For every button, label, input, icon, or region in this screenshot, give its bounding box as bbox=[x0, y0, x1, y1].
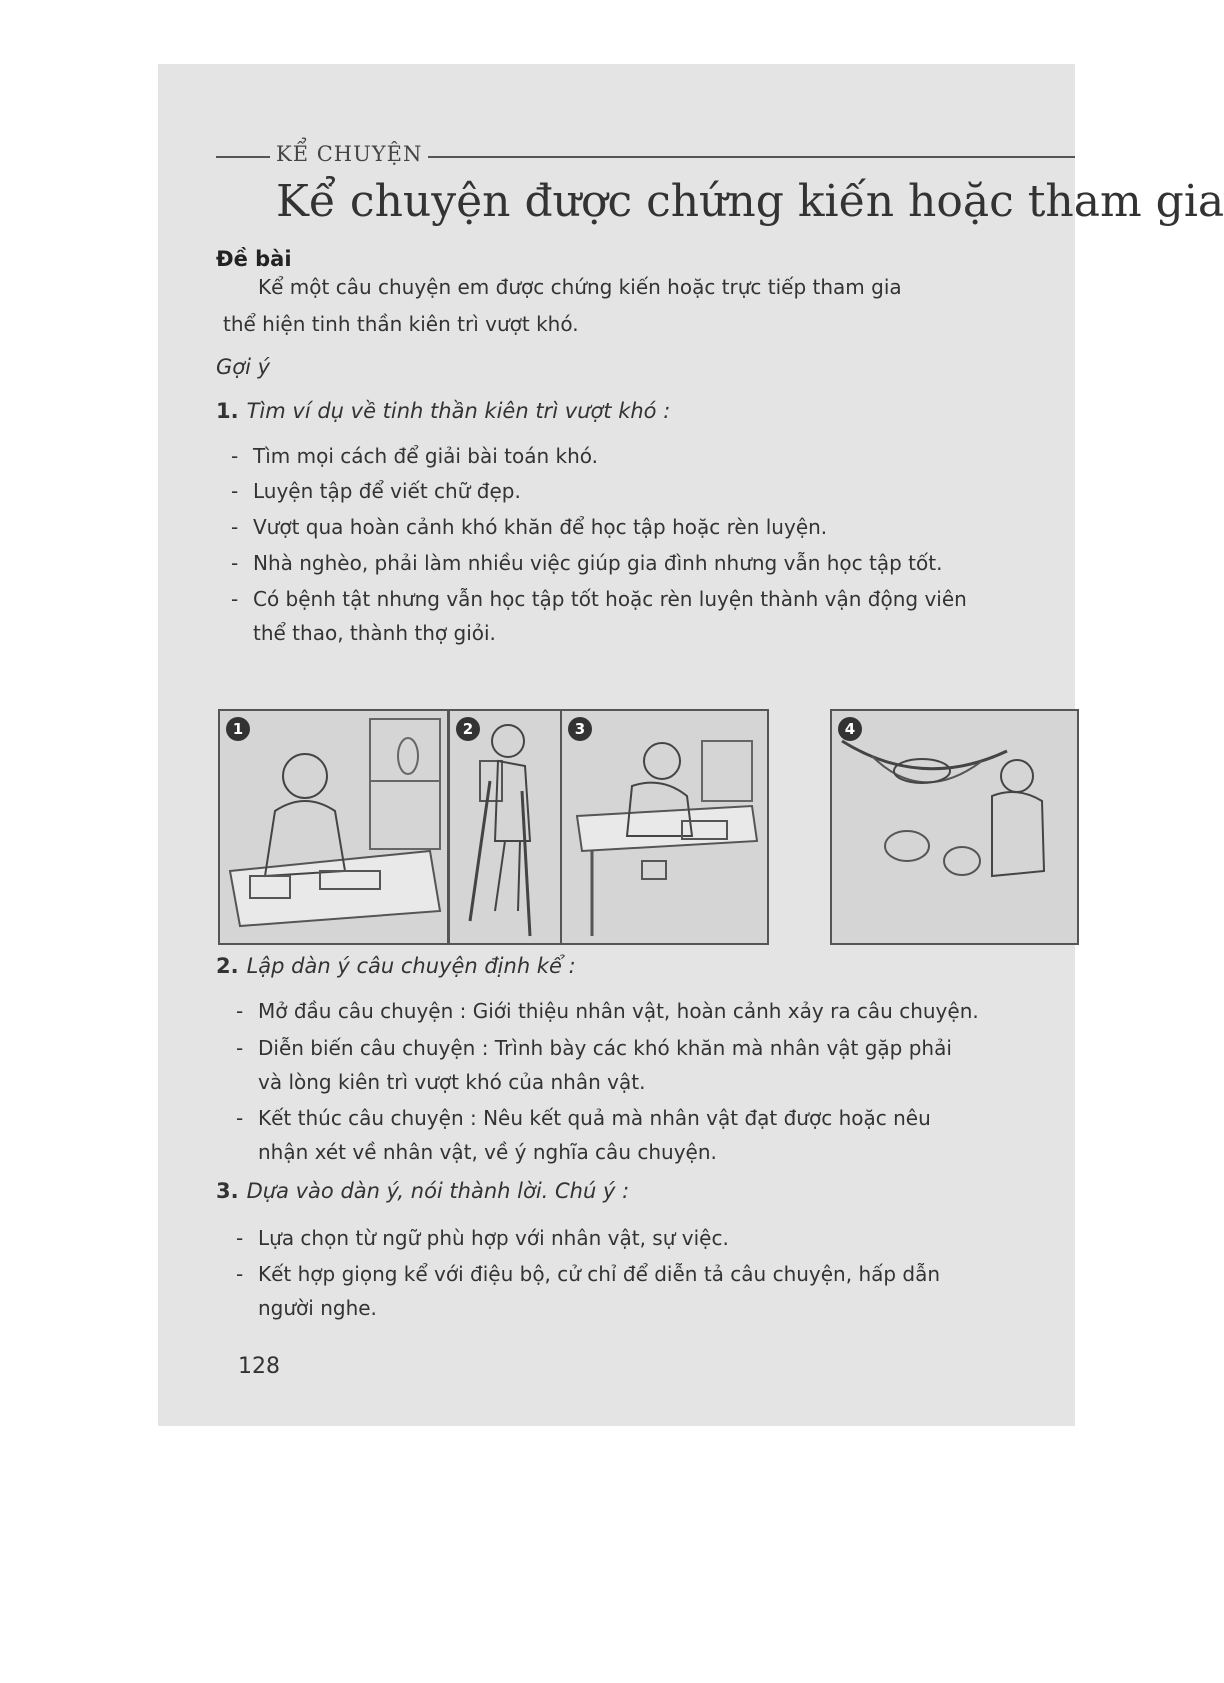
hint-item-3-number: 3. bbox=[216, 1179, 239, 1203]
hint-3-bullet-1: - Lựa chọn từ ngữ phù hợp với nhân vật, sự việc. bbox=[258, 1226, 729, 1250]
illustration-1 bbox=[218, 709, 449, 945]
hint-item-3-label: Dựa vào dàn ý, nói thành lời. Chú ý : bbox=[246, 1179, 630, 1203]
girl-caring-for-sibling-drawing bbox=[832, 711, 1077, 943]
hint-item-1 bbox=[216, 399, 670, 423]
hint-item-2-label: Lập dàn ý câu chuyện định kể : bbox=[246, 954, 576, 978]
hint-item-1-label: Tìm ví dụ về tinh thần kiên trì vượt khó : bbox=[246, 399, 671, 423]
illustration-4 bbox=[830, 709, 1079, 945]
section-label: KỂ CHUYỆN bbox=[270, 142, 428, 166]
goi-y-heading: Gợi ý bbox=[216, 355, 271, 379]
textbook-page bbox=[158, 64, 1224, 1426]
hint-2-bullet-3: - Kết thúc câu chuyện : Nêu kết quả mà nhân vật đạt được hoặc nêu bbox=[258, 1106, 931, 1130]
hint-2-bullet-3-cont: nhận xét về nhân vật, về ý nghĩa câu chuyện. bbox=[258, 1140, 717, 1164]
hint-1-bullet-5: - Có bệnh tật nhưng vẫn học tập tốt hoặc rèn luyện thành vận động viên bbox=[253, 587, 967, 611]
hint-1-bullet-5-cont: thể thao, thành thợ giỏi. bbox=[253, 621, 496, 645]
hint-item-2-number: 2. bbox=[216, 954, 239, 978]
hint-1-bullet-2: - Luyện tập để viết chữ đẹp. bbox=[253, 479, 521, 503]
girl-studying-drawing bbox=[220, 711, 447, 943]
hint-3-bullet-2-cont: người nghe. bbox=[258, 1296, 377, 1320]
illustration-3 bbox=[560, 709, 769, 945]
illustration-number: 4 bbox=[838, 717, 862, 741]
hint-item-2 bbox=[216, 954, 576, 978]
de-bai-line-1: Kể một câu chuyện em được chứng kiến hoặc trực tiếp tham gia bbox=[258, 275, 902, 299]
hint-1-bullet-4: - Nhà nghèo, phải làm nhiều việc giúp gia đình nhưng vẫn học tập tốt. bbox=[253, 551, 942, 575]
page-number: 128 bbox=[238, 1354, 280, 1379]
lesson-title: Kể chuyện được chứng kiến hoặc tham gia bbox=[276, 176, 1224, 227]
boy-writing-at-desk-drawing bbox=[562, 711, 767, 943]
illustration-number: 3 bbox=[568, 717, 592, 741]
hint-1-bullet-3: - Vượt qua hoàn cảnh khó khăn để học tập hoặc rèn luyện. bbox=[253, 515, 827, 539]
illustration-2 bbox=[448, 709, 562, 945]
illustration-strip bbox=[218, 709, 1075, 941]
hint-2-bullet-1: - Mở đầu câu chuyện : Giới thiệu nhân vật, hoàn cảnh xảy ra câu chuyện. bbox=[258, 999, 979, 1023]
hint-2-bullet-2: - Diễn biến câu chuyện : Trình bày các khó khăn mà nhân vật gặp phải bbox=[258, 1036, 952, 1060]
de-bai-line-2: thể hiện tinh thần kiên trì vượt khó. bbox=[223, 312, 579, 336]
hint-item-1-number: 1. bbox=[216, 399, 239, 423]
hint-3-bullet-2: - Kết hợp giọng kể với điệu bộ, cử chỉ để diễn tả câu chuyện, hấp dẫn bbox=[258, 1262, 940, 1286]
hint-1-bullet-1: - Tìm mọi cách để giải bài toán khó. bbox=[253, 444, 598, 468]
illustration-number: 2 bbox=[456, 717, 480, 741]
boy-on-crutches-drawing bbox=[450, 711, 560, 943]
hint-item-3 bbox=[216, 1179, 629, 1203]
illustration-number: 1 bbox=[226, 717, 250, 741]
de-bai-heading: Đề bài bbox=[216, 247, 292, 271]
hint-2-bullet-2-cont: và lòng kiên trì vượt khó của nhân vật. bbox=[258, 1070, 646, 1094]
